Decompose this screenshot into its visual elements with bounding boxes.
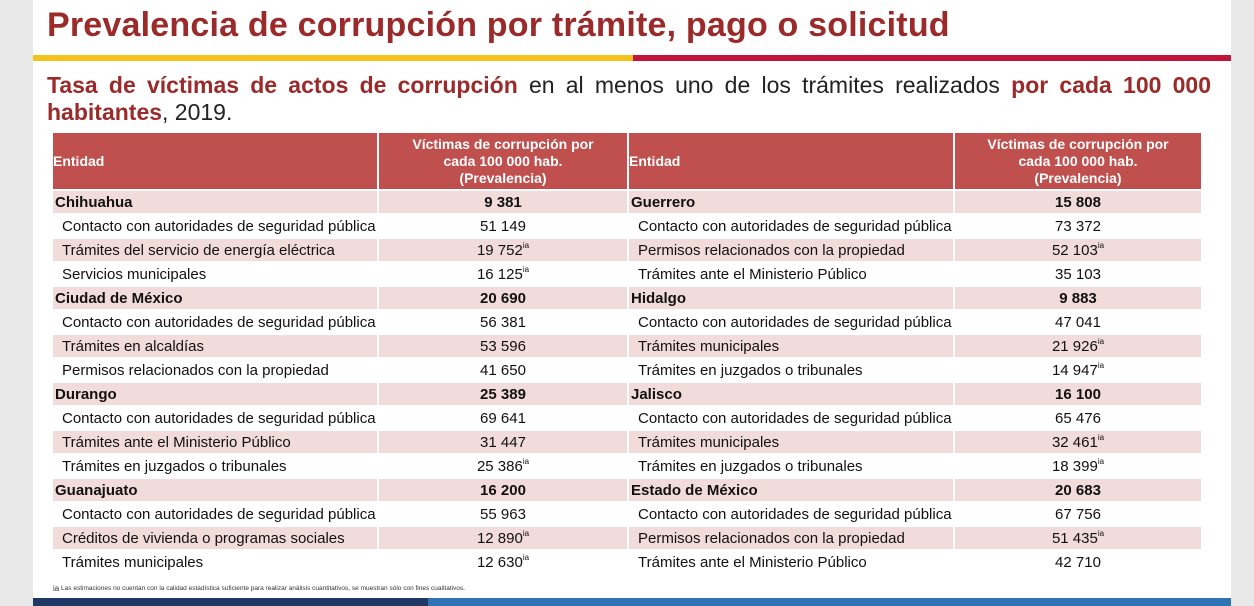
prevalence-value-right	[955, 383, 1203, 405]
prevalence-number: 35 103	[1055, 265, 1101, 283]
state-name-right: Estado de México	[629, 479, 955, 501]
prevalence-number: 69 641	[480, 409, 526, 427]
procedure-name-left: Trámites en juzgados o tribunales	[53, 455, 379, 477]
prevalence-number: 21 926	[1051, 337, 1098, 355]
table-header-row	[53, 133, 1203, 189]
prevalence-number: 51 149	[480, 217, 526, 235]
prevalence-value-left	[379, 383, 629, 405]
procedure-name-right: Permisos relacionados con la propiedad	[629, 527, 955, 549]
prevalence-value-left	[379, 311, 629, 333]
prevalence-value-left	[379, 263, 629, 285]
header-value-right	[955, 133, 1203, 189]
procedure-name-left: Trámites ante el Ministerio Público	[53, 431, 379, 453]
prevalence-value-right	[955, 215, 1203, 237]
prevalence-value-right	[955, 287, 1203, 309]
footer-bar-dark	[33, 598, 428, 606]
prevalence-number: 53 596	[480, 337, 526, 355]
title-rule-yellow	[33, 55, 633, 61]
header-entity-left: Entidad	[53, 133, 379, 189]
prevalence-value-right	[955, 431, 1203, 453]
prevalence-value-right	[955, 359, 1203, 381]
header-value-left	[379, 133, 629, 189]
prevalence-number: 16 200	[480, 481, 526, 499]
table-row	[53, 359, 1203, 381]
qualitative-mark: ia	[522, 264, 530, 274]
qualitative-mark: ia	[1097, 456, 1105, 466]
qualitative-mark: ia	[1097, 432, 1105, 442]
state-name-left: Ciudad de México	[53, 287, 379, 309]
header-entity-right: Entidad	[629, 133, 955, 189]
procedure-name-left: Contacto con autoridades de seguridad pública	[53, 215, 379, 237]
table-row	[53, 335, 1203, 357]
subtitle-emphasis-1: Tasa de víctimas de actos de corrupción	[47, 72, 518, 98]
procedure-name-right: Trámites ante el Ministerio Público	[629, 551, 955, 573]
table-row	[53, 527, 1203, 549]
prevalence-number: 18 399	[1051, 457, 1098, 475]
prevalence-number: 15 808	[1055, 193, 1101, 211]
footnote	[53, 585, 465, 594]
table-row	[53, 551, 1203, 573]
qualitative-mark: ia	[522, 240, 530, 250]
prevalence-value-left	[379, 239, 629, 261]
prevalence-value-right	[955, 407, 1203, 429]
prevalence-number: 20 683	[1055, 481, 1101, 499]
prevalence-value-left	[379, 551, 629, 573]
procedure-name-left: Trámites municipales	[53, 551, 379, 573]
qualitative-mark: ia	[1097, 336, 1105, 346]
prevalence-value-left	[379, 431, 629, 453]
prevalence-value-right	[955, 479, 1203, 501]
subtitle	[47, 72, 1211, 126]
prevalence-number: 67 756	[1055, 505, 1101, 523]
header-value-line2: cada 100 000 hab.	[443, 152, 563, 169]
qualitative-mark: ia	[522, 456, 530, 466]
prevalence-number: 16 125	[476, 265, 523, 283]
state-name-right: Guerrero	[629, 191, 955, 213]
table-row	[53, 431, 1203, 453]
prevalence-value-left	[379, 479, 629, 501]
prevalence-number: 32 461	[1051, 433, 1098, 451]
prevalence-value-left	[379, 503, 629, 525]
prevalence-value-left	[379, 335, 629, 357]
procedure-name-left: Trámites en alcaldías	[53, 335, 379, 357]
prevalence-number: 12 630	[476, 553, 523, 571]
prevalence-number: 25 389	[480, 385, 526, 403]
procedure-name-left: Servicios municipales	[53, 263, 379, 285]
procedure-name-right: Trámites en juzgados o tribunales	[629, 359, 955, 381]
table-row	[53, 311, 1203, 333]
procedure-name-right: Contacto con autoridades de seguridad pública	[629, 311, 955, 333]
subtitle-emphasis-2: por cada 100 000 habitantes	[47, 72, 1211, 125]
prevalence-value-left	[379, 359, 629, 381]
title-rule-red	[633, 55, 1231, 61]
corruption-table	[53, 131, 1203, 575]
header-value-line2: cada 100 000 hab.	[1018, 152, 1138, 169]
state-row	[53, 191, 1203, 213]
prevalence-number: 73 372	[1055, 217, 1101, 235]
prevalence-value-right	[955, 335, 1203, 357]
prevalence-number: 47 041	[1055, 313, 1101, 331]
prevalence-number: 55 963	[480, 505, 526, 523]
table-row	[53, 263, 1203, 285]
prevalence-value-right	[955, 527, 1203, 549]
prevalence-number: 12 890	[476, 529, 523, 547]
procedure-name-right: Contacto con autoridades de seguridad pública	[629, 407, 955, 429]
prevalence-number: 9 381	[484, 193, 522, 211]
qualitative-mark: ia	[522, 552, 530, 562]
header-value-line1: Víctimas de corrupción por	[412, 135, 594, 152]
slide	[33, 0, 1231, 606]
table-row	[53, 215, 1203, 237]
procedure-name-right: Trámites municipales	[629, 335, 955, 357]
prevalence-value-left	[379, 527, 629, 549]
procedure-name-right: Trámites ante el Ministerio Público	[629, 263, 955, 285]
prevalence-number: 19 752	[476, 241, 523, 259]
table-row	[53, 239, 1203, 261]
prevalence-number: 25 386	[476, 457, 523, 475]
state-name-left: Chihuahua	[53, 191, 379, 213]
qualitative-mark: ia	[522, 528, 530, 538]
page-title: Prevalencia de corrupción por trámite, pago o solicitud	[47, 6, 950, 44]
qualitative-mark: ia	[1097, 360, 1105, 370]
procedure-name-right: Trámites municipales	[629, 431, 955, 453]
header-value-line3: (Prevalencia)	[1034, 169, 1122, 186]
prevalence-value-right	[955, 239, 1203, 261]
footnote-text: Las estimaciones no cuentan con la calidad estadística suficiente para realizar análisis cuantitativos, se muestran sólo con fines cualitativos.	[59, 585, 465, 592]
prevalence-number: 52 103	[1051, 241, 1098, 259]
prevalence-value-right	[955, 503, 1203, 525]
prevalence-value-left	[379, 191, 629, 213]
prevalence-value-right	[955, 191, 1203, 213]
subtitle-text-1: en al menos uno de los trámites realizados	[517, 72, 1012, 98]
procedure-name-left: Contacto con autoridades de seguridad pública	[53, 311, 379, 333]
procedure-name-right: Trámites en juzgados o tribunales	[629, 455, 955, 477]
state-name-right: Jalisco	[629, 383, 955, 405]
prevalence-value-right	[955, 551, 1203, 573]
procedure-name-right: Contacto con autoridades de seguridad pública	[629, 503, 955, 525]
prevalence-number: 20 690	[480, 289, 526, 307]
footer-bar-blue	[428, 598, 1231, 606]
table-row	[53, 503, 1203, 525]
prevalence-number: 65 476	[1055, 409, 1101, 427]
header-value-line1: Víctimas de corrupción por	[987, 135, 1169, 152]
prevalence-number: 42 710	[1055, 553, 1101, 571]
state-name-right: Hidalgo	[629, 287, 955, 309]
prevalence-number: 14 947	[1051, 361, 1098, 379]
table-row	[53, 455, 1203, 477]
prevalence-number: 41 650	[480, 361, 526, 379]
state-name-left: Guanajuato	[53, 479, 379, 501]
procedure-name-left: Contacto con autoridades de seguridad pública	[53, 407, 379, 429]
prevalence-number: 31 447	[480, 433, 526, 451]
prevalence-value-left	[379, 287, 629, 309]
procedure-name-right: Contacto con autoridades de seguridad pública	[629, 215, 955, 237]
subtitle-text-2: , 2019.	[162, 99, 233, 125]
footnote-mark: ia	[53, 584, 60, 593]
state-row	[53, 479, 1203, 501]
prevalence-number: 51 435	[1051, 529, 1098, 547]
prevalence-value-left	[379, 215, 629, 237]
procedure-name-left: Contacto con autoridades de seguridad pública	[53, 503, 379, 525]
prevalence-value-right	[955, 455, 1203, 477]
state-row	[53, 287, 1203, 309]
table-body	[53, 191, 1203, 573]
qualitative-mark: ia	[1097, 240, 1105, 250]
table-row	[53, 407, 1203, 429]
prevalence-number: 9 883	[1059, 289, 1097, 307]
prevalence-value-left	[379, 407, 629, 429]
prevalence-value-right	[955, 263, 1203, 285]
state-row	[53, 383, 1203, 405]
prevalence-number: 56 381	[480, 313, 526, 331]
prevalence-value-left	[379, 455, 629, 477]
prevalence-number: 16 100	[1055, 385, 1101, 403]
qualitative-mark: ia	[1097, 528, 1105, 538]
procedure-name-right: Permisos relacionados con la propiedad	[629, 239, 955, 261]
procedure-name-left: Permisos relacionados con la propiedad	[53, 359, 379, 381]
procedure-name-left: Créditos de vivienda o programas sociales	[53, 527, 379, 549]
state-name-left: Durango	[53, 383, 379, 405]
procedure-name-left: Trámites del servicio de energía eléctrica	[53, 239, 379, 261]
header-value-line3: (Prevalencia)	[459, 169, 547, 186]
prevalence-value-right	[955, 311, 1203, 333]
